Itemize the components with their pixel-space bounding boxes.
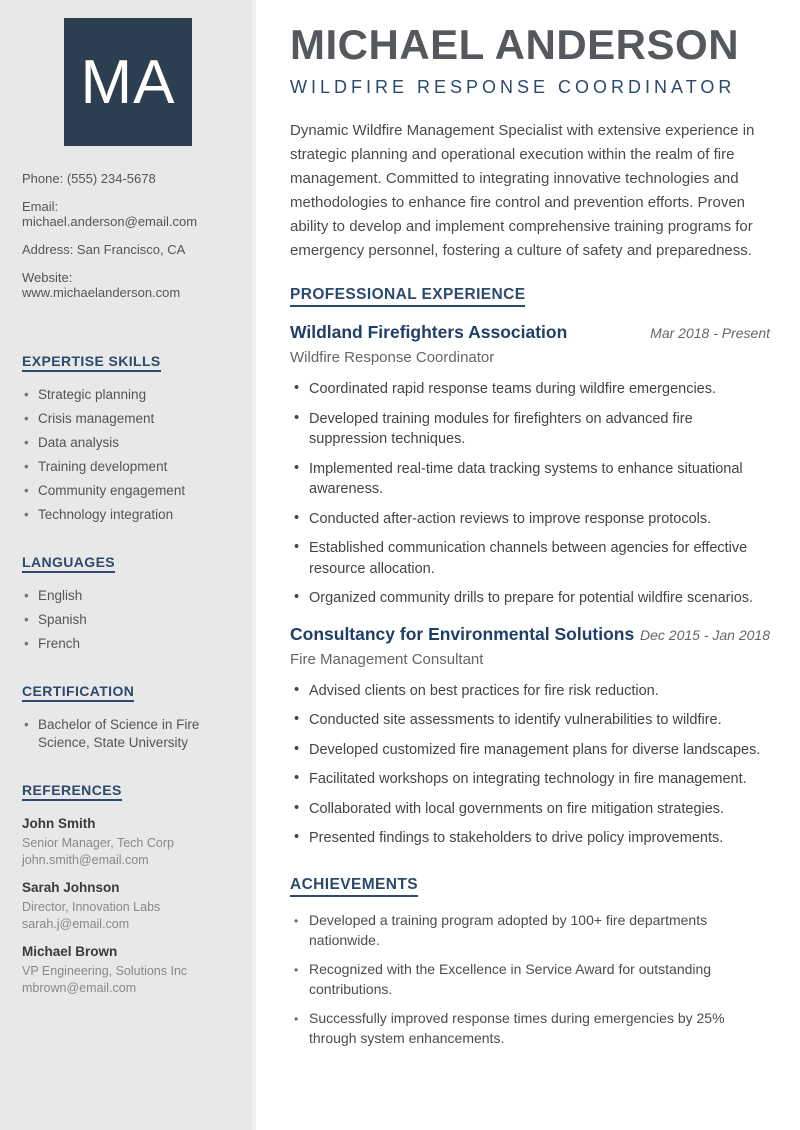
- job-bullet: • Organized community drills to prepare for potential wildfire scenarios.: [290, 588, 770, 609]
- job-bullet: • Advised clients on best practices for fire risk reduction.: [290, 681, 770, 702]
- candidate-name: MICHAEL ANDERSON: [290, 21, 740, 68]
- job-bullet-list: [290, 681, 770, 849]
- job-bullet: • Implemented real-time data tracking systems to enhance situational awareness.: [290, 459, 770, 500]
- language-item: • Spanish: [22, 611, 234, 629]
- company-name: Wildland Firefighters Association: [290, 322, 568, 342]
- monogram-text: MA: [80, 47, 176, 117]
- achievement-bullet: • Developed a training program adopted by 100+ fire departments nationwide.: [290, 910, 770, 951]
- job-role: Fire Management Consultant: [290, 650, 484, 668]
- reference-title: Director, Innovation Labs: [22, 900, 161, 914]
- reference-name: Michael Brown: [22, 944, 118, 959]
- skill-item: • Data analysis: [22, 434, 234, 452]
- monogram-box: [64, 18, 192, 146]
- contact-block: [22, 171, 234, 300]
- contact-address: Address: San Francisco, CA: [22, 242, 186, 257]
- reference-entry: [22, 943, 234, 996]
- job-bullet: • Developed training modules for firefighters on advanced fire suppression techniques.: [290, 409, 770, 450]
- resume-main: [260, 0, 800, 1049]
- summary-text: Dynamic Wildfire Management Specialist with extensive experience in strategic planning and operational execution within the realm of fire management. Committed to integrating innovative technologies and methodologies to enhance fire control and prevention efforts. Proven ability to develop and implement comprehensive training programs for emergency personnel, fostering a culture of safety and preparedness.: [290, 122, 755, 259]
- reference-email: sarah.j@email.com: [22, 916, 130, 931]
- job-bullet: • Facilitated workshops on integrating technology in fire management.: [290, 769, 770, 790]
- certification-heading: CERTIFICATION: [22, 683, 134, 702]
- job-header: [290, 624, 770, 645]
- achievements-heading: ACHIEVEMENTS: [290, 876, 418, 897]
- job-header: [290, 322, 770, 343]
- sidebar: [0, 0, 256, 1130]
- skill-item: • Community engagement: [22, 482, 234, 500]
- job-role: Wildfire Response Coordinator: [290, 349, 495, 366]
- job-bullet: • Established communication channels between agencies for effective resource allocation.: [290, 538, 770, 579]
- job-bullet: • Presented findings to stakeholders to drive policy improvements.: [290, 828, 770, 849]
- candidate-title: WILDFIRE RESPONSE COORDINATOR: [290, 77, 736, 97]
- skill-item: • Strategic planning: [22, 386, 234, 404]
- contact-phone: Phone: (555) 234-5678: [22, 171, 156, 186]
- references-list: [22, 815, 234, 996]
- reference-name: Sarah Johnson: [22, 880, 120, 895]
- references-heading: REFERENCES: [22, 782, 122, 801]
- job-dates: Dec 2015 - Jan 2018: [640, 626, 770, 643]
- achievement-bullet: • Successfully improved response times during emergencies by 25% through system enhancements.: [290, 1008, 770, 1049]
- job-dates: Mar 2018 - Present: [650, 325, 770, 341]
- language-item: • French: [22, 635, 234, 653]
- company-name: Consultancy for Environmental Solutions: [290, 623, 635, 644]
- job-bullet: • Conducted after-action reviews to improve response protocols.: [290, 509, 770, 530]
- skill-item: • Crisis management: [22, 410, 234, 428]
- contact-email: Email: michael.anderson@email.com: [22, 199, 198, 229]
- contact-website: Website: www.michaelanderson.com: [22, 270, 181, 300]
- job-entry: [290, 322, 770, 609]
- job-bullet: • Conducted site assessments to identify vulnerabilities to wildfire.: [290, 710, 770, 731]
- achievement-bullet: • Recognized with the Excellence in Service Award for outstanding contributions.: [290, 959, 770, 1000]
- certification-list: [22, 716, 234, 752]
- skill-item: • Training development: [22, 458, 234, 476]
- reference-name: John Smith: [22, 816, 96, 831]
- job-entry: [290, 624, 770, 849]
- reference-title: VP Engineering, Solutions Inc: [22, 964, 188, 978]
- certification-item: • Bachelor of Science in Fire Science, State University: [22, 716, 234, 752]
- achievements-list: [290, 910, 770, 1049]
- skill-item: • Technology integration: [22, 506, 234, 524]
- job-bullet-list: [290, 379, 770, 609]
- reference-entry: [22, 815, 234, 868]
- reference-email: john.smith@email.com: [22, 852, 149, 867]
- languages-heading: LANGUAGES: [22, 554, 115, 573]
- job-bullet: • Coordinated rapid response teams during wildfire emergencies.: [290, 379, 770, 400]
- skills-heading: EXPERTISE SKILLS: [22, 353, 161, 372]
- language-item: • English: [22, 587, 234, 605]
- reference-entry: [22, 879, 234, 932]
- reference-email: mbrown@email.com: [22, 980, 137, 995]
- skills-list: [22, 386, 234, 524]
- languages-list: [22, 587, 234, 653]
- job-bullet: • Developed customized fire management plans for diverse landscapes.: [290, 740, 770, 761]
- reference-title: Senior Manager, Tech Corp: [22, 836, 174, 850]
- experience-heading: PROFESSIONAL EXPERIENCE: [290, 286, 525, 307]
- job-bullet: • Collaborated with local governments on fire mitigation strategies.: [290, 799, 770, 820]
